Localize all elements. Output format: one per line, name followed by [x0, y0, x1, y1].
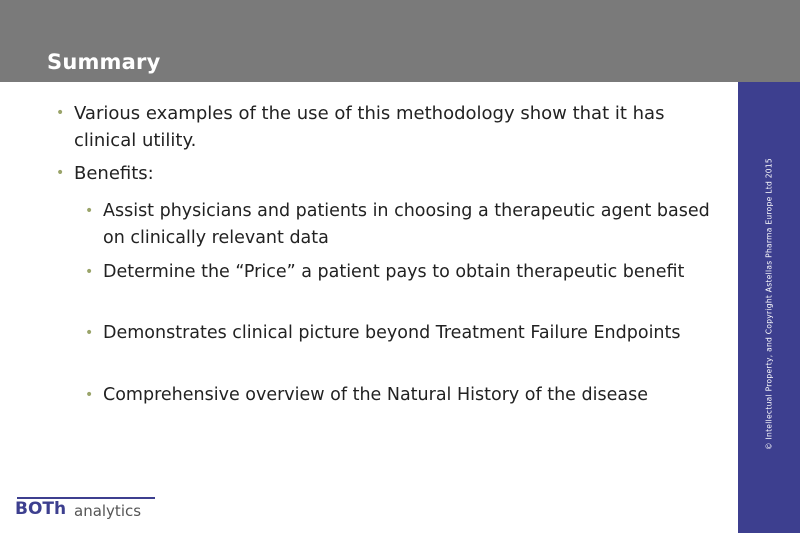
bullet-marker: •	[85, 203, 94, 219]
bullet-marker: •	[85, 387, 94, 403]
bullet-item	[56, 160, 714, 187]
bullet-marker: •	[85, 264, 94, 280]
sub-bullet-text: Comprehensive overview of the Natural History of the disease	[103, 385, 648, 405]
sub-bullet-item	[85, 320, 723, 347]
sub-bullet-item	[85, 259, 723, 286]
sub-bullet-text: Demonstrates clinical picture beyond Treatment Failure Endpoints	[103, 323, 681, 343]
bullet-marker: •	[56, 105, 65, 121]
logo-suffix: analytics	[74, 502, 142, 520]
both-analytics-logo	[15, 497, 155, 523]
bullet-marker: •	[85, 325, 94, 341]
logo-brand: BOTh	[15, 499, 67, 519]
slide-title: Summary	[47, 50, 161, 74]
sub-bullet-text: Assist physicians and patients in choosing a therapeutic agent based on clinically relevant data	[103, 201, 710, 248]
sub-bullet-item	[85, 198, 723, 252]
sub-bullet-item	[85, 382, 723, 409]
sub-bullet-text: Determine the “Price” a patient pays to obtain therapeutic benefit	[103, 262, 685, 282]
bullet-text: Various examples of the use of this methodology show that it has clinical utility.	[74, 103, 665, 151]
bullet-text: Benefits:	[74, 163, 154, 184]
bullet-marker: •	[56, 165, 65, 181]
copyright-notice: © Intellectual Property, and Copyright Astellas Pharma Europe Ltd 2015	[764, 158, 774, 450]
bullet-item	[56, 100, 714, 154]
